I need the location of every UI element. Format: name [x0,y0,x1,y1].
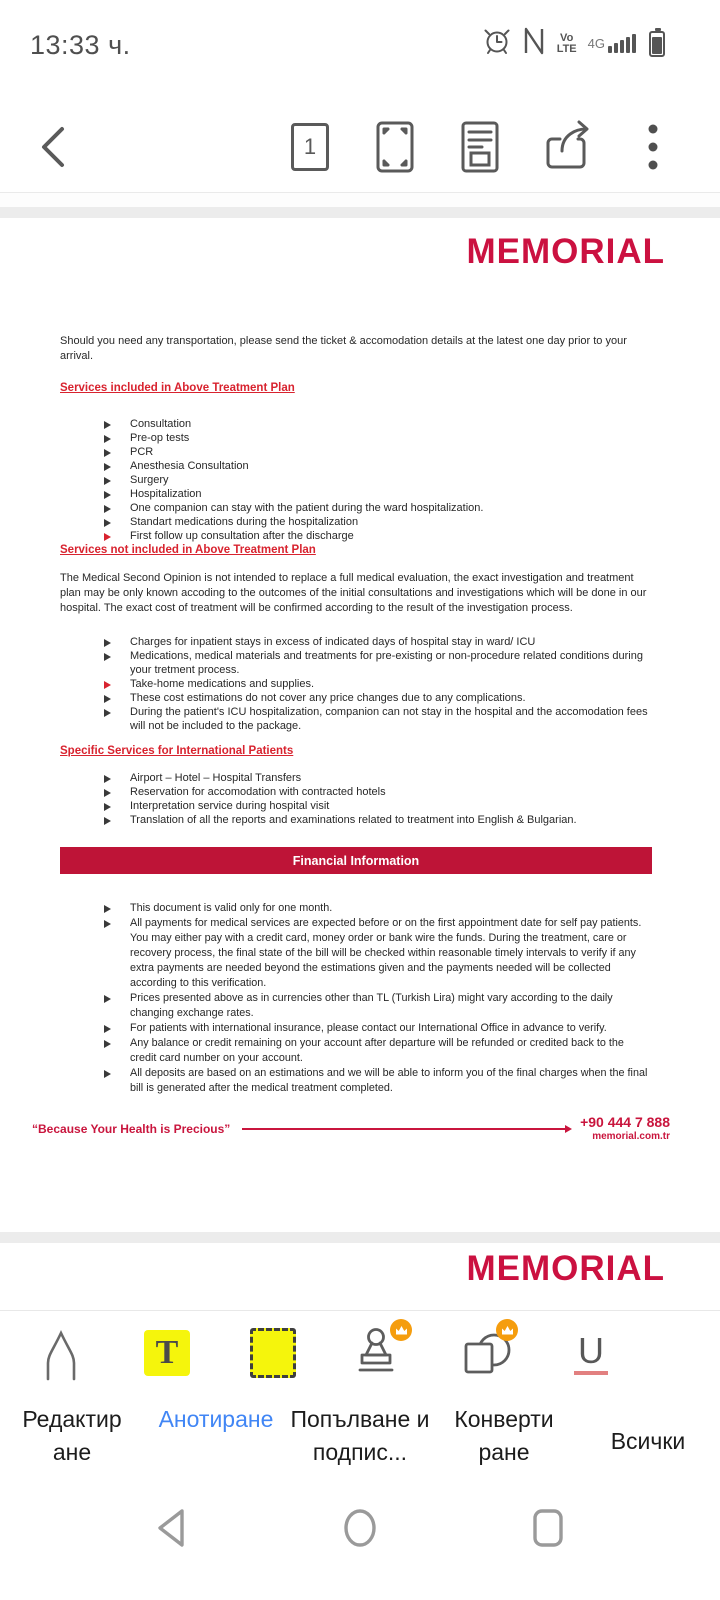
nav-home-icon [340,1506,380,1550]
nav-home-button[interactable] [336,1502,384,1557]
text-highlight-tool-button[interactable] [114,1311,220,1395]
back-button[interactable] [28,100,78,193]
pdf-page-2 [0,1243,720,1310]
tab-fill-sign[interactable]: Попълване и подпис... [288,1395,432,1490]
back-chevron-icon [38,123,68,171]
section-heading-international: Specific Services for International Patients [60,745,294,757]
slogan-text: “Because Your Health is Precious” [32,1121,231,1136]
memorial-logo: MEMORIAL [466,1249,665,1288]
tab-edit[interactable]: Редактиране [0,1395,144,1490]
intro-paragraph: Should you need any transportation, please send the ticket & accomodation details at the latest one day prior to your arrival. [60,335,627,362]
page-footer [32,1114,670,1143]
nav-back-icon [152,1506,192,1550]
premium-badge-icon [496,1319,518,1341]
international-services-list: Airport – Hotel – Hospital Transfers Reservation for accomodation with contracted hotels Interpretation service during hospital visit Translation of all the reports and examinations related to treatment into English & Bulgarian. [60,771,652,827]
section-heading-included: Services included in Above Treatment Plan [60,382,295,394]
phone-number: +90 444 7 888 [580,1114,670,1130]
tab-all[interactable]: Всички [576,1395,720,1490]
section-heading-not-included: Services not included in Above Treatment Plan [60,544,316,556]
pdf-toolbar [0,100,720,193]
pen-nib-icon [39,1325,83,1381]
alarm-icon [483,26,511,61]
fit-screen-button[interactable] [370,100,420,193]
share-button[interactable] [540,100,596,193]
android-nav-bar [0,1490,720,1600]
nfc-icon [522,27,546,60]
status-icons [483,26,665,61]
page-separator [0,1232,720,1243]
page-number-button[interactable] [285,100,335,193]
battery-icon [649,31,665,57]
area-highlight-tool-button[interactable] [220,1311,326,1395]
nav-recents-icon [528,1506,568,1550]
shapes-tool-button[interactable] [432,1311,538,1395]
underline-icon: U [574,1331,608,1375]
nav-recents-button[interactable] [524,1502,572,1557]
fit-screen-icon [374,120,416,174]
document-viewer[interactable] [0,193,720,1310]
status-bar [0,0,720,100]
tab-convert[interactable]: Конвертиране [432,1395,576,1490]
text-highlight-icon: T [144,1330,190,1376]
annotation-toolbar [0,1310,720,1395]
page-number-icon: 1 [291,123,329,171]
page-separator [0,207,720,218]
pdf-page-1 [0,218,720,1232]
financial-list: This document is valid only for one month. All payments for medical services are expected before or on the first appointment date for self pay patients. You may either pay with a credit card, money order or bank wire the funds. During the treatment, care or recovery process, the final state of the bill will be checked within reasonable timely intervals to verify if any extra payments are needed beyond the estimations given and the payments needed will be collected according to this verification. Prices presented above as in currencies other than TL (Turkish Lira) might vary according to the daily changing exchange rates. For patients with international insurance, please contact our International Office in advance to verify. Any balance or credit remaining on your account after departure will be refunded or credited back to the credit card number on your account. All deposits are based on an estimations and we will be able to inform you of the final charges when the final bill is generated after the medical treatment completed. [60,901,652,1096]
volte-icon: Vo LTE [556,31,577,55]
included-services-list: Consultation Pre-op tests PCR Anesthesia Consultation Surgery Hospitalization One companion can stay with the patient during the ward hospitalization. Standart medications during the hospitalization First follow up consultation after the discharge [60,417,652,543]
not-included-list: Charges for inpatient stays in excess of indicated days of hospital stay in ward/ ICU Medications, medical materials and treatments for pre-existing or non-procedure related conditions during your tretment process. Take-home medications and supplies. These cost estimations do not cover any price changes due to any complications. During the patient's ICU hospitalization, companion can not stay in the hospital and the accomodation fees will not be included to the package. [60,635,652,733]
tab-annotate[interactable]: Анотиране [144,1395,288,1490]
mode-tabs [0,1395,720,1490]
nav-back-button[interactable] [148,1502,196,1557]
website-url: memorial.com.tr [592,1131,670,1142]
share-icon [542,120,594,174]
overflow-menu-button[interactable] [630,100,676,193]
second-opinion-paragraph: The Medical Second Opinion is not intended to replace a full medical evaluation, the exact investigation and treatment plan may be only known accoding to the outcomes of the initial consultations and investigations which will be done in our hospital. The exact cost of treatment will be confirmed according to the result of the investigation process. [60,572,647,614]
premium-badge-icon [390,1319,412,1341]
strikethrough-tool-button[interactable] [644,1311,720,1395]
reader-view-button[interactable] [455,100,505,193]
reader-view-icon [459,120,501,174]
clock: 13:33 ч. [30,30,131,60]
signal-4g-icon: 4G [588,34,636,53]
area-highlight-icon [250,1328,296,1378]
more-options-icon [648,122,658,172]
underline-tool-button[interactable] [538,1311,644,1395]
memorial-logo: MEMORIAL [466,232,665,271]
pen-tool-button[interactable] [8,1311,114,1395]
footer-divider-line [242,1128,570,1130]
financial-information-banner: Financial Information [60,847,652,874]
stamp-tool-button[interactable] [326,1311,432,1395]
